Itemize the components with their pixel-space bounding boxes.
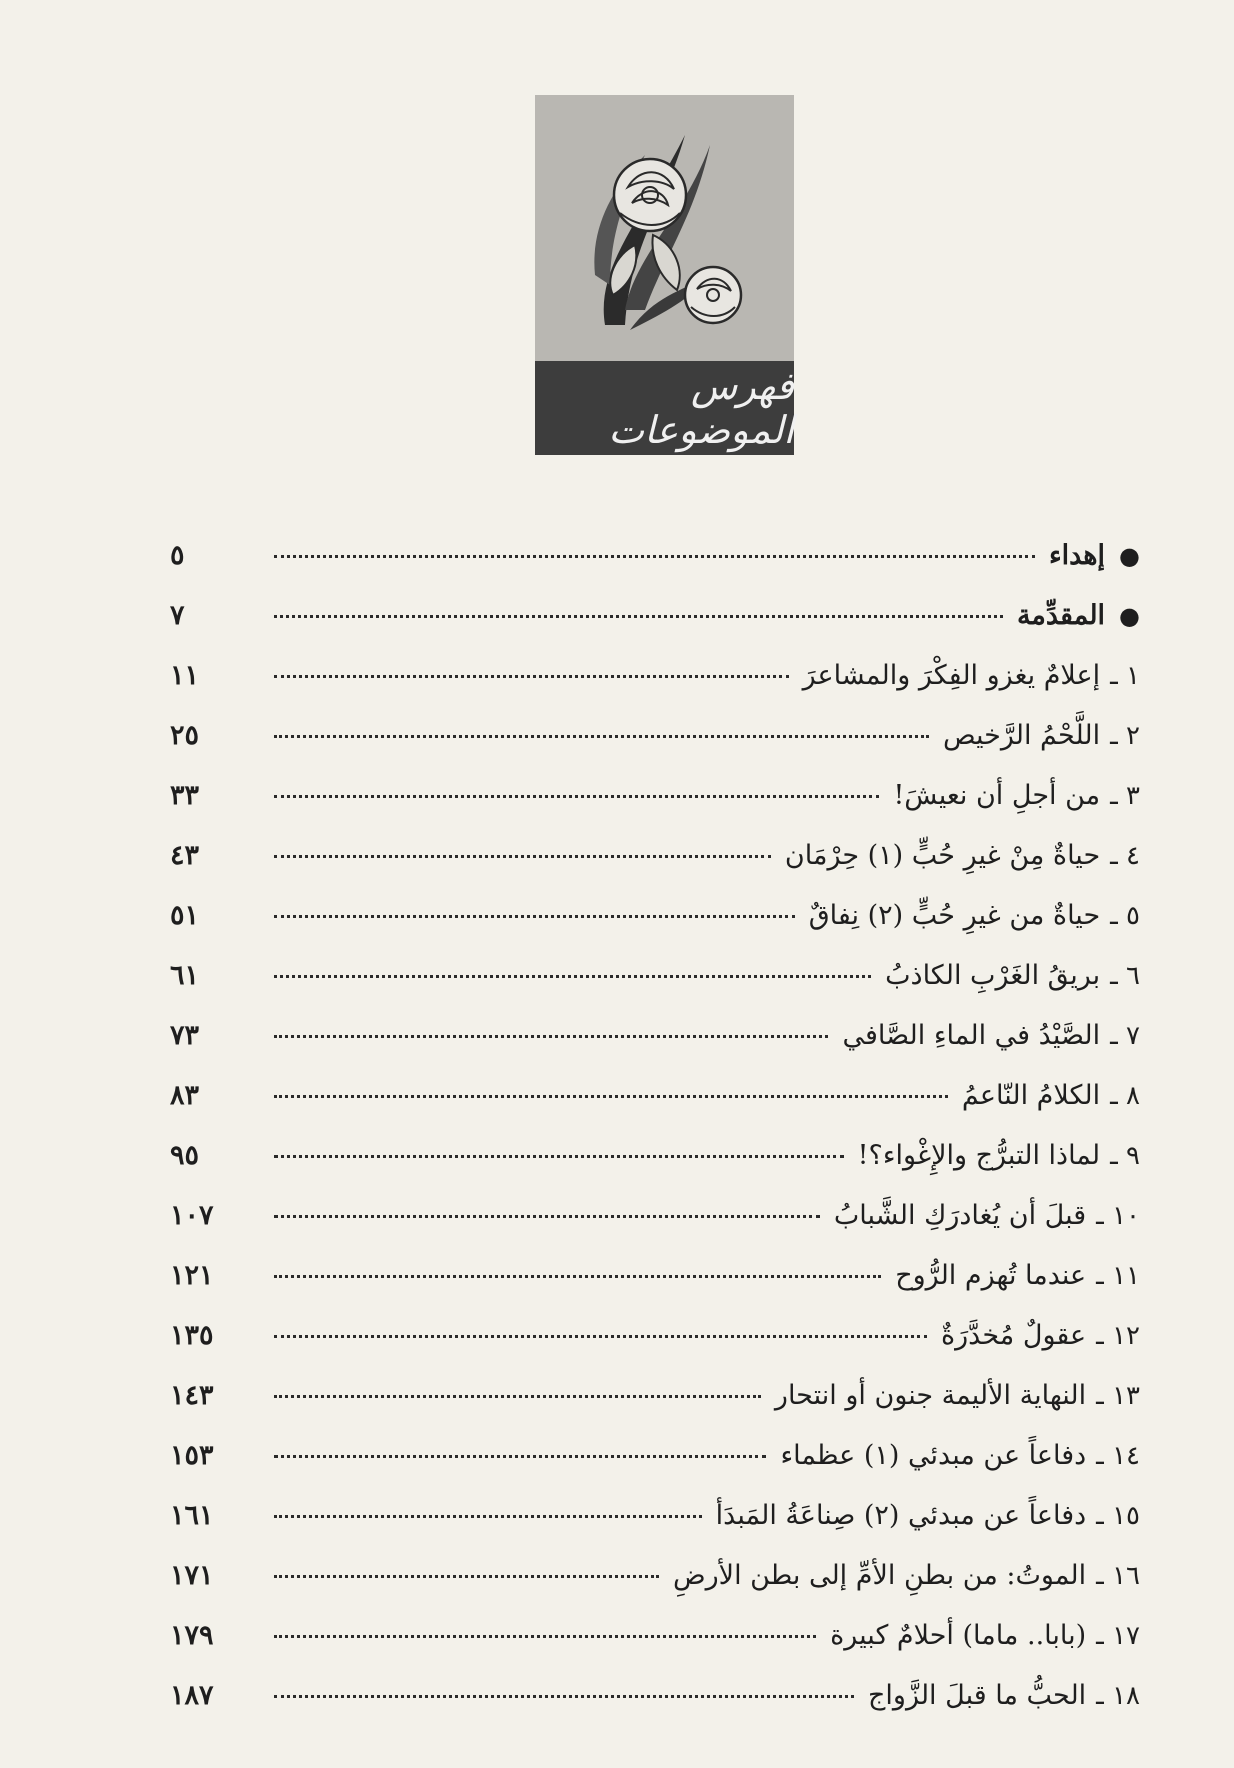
dot-leader (274, 1335, 927, 1338)
page-title: فهرس الموضوعات (535, 361, 794, 455)
rose-illustration-icon (535, 95, 794, 361)
chapter-number: ٧ ـ (1110, 1021, 1140, 1051)
toc-page-number: ١٥٣ (170, 1440, 214, 1471)
dot-leader (274, 1575, 659, 1578)
toc-row[interactable] (170, 900, 1140, 960)
dot-leader (274, 1395, 761, 1398)
toc-page-number: ١٠٧ (170, 1200, 214, 1231)
toc-entry-title: لماذا التبرُّج والإِغْواء؟! (857, 1140, 1101, 1171)
toc-row[interactable] (170, 1560, 1140, 1620)
toc-page-number: ١٧٩ (170, 1620, 214, 1651)
toc-entry-label (842, 1020, 1140, 1051)
toc-row[interactable] (170, 1680, 1140, 1740)
toc-row[interactable] (170, 1620, 1140, 1680)
dot-leader (274, 1215, 820, 1218)
toc-row[interactable] (170, 1260, 1140, 1320)
toc-entry-label (775, 1380, 1140, 1411)
toc-row[interactable] (170, 1320, 1140, 1380)
chapter-number: ١١ ـ (1096, 1261, 1140, 1291)
chapter-number: ١٨ ـ (1096, 1681, 1140, 1711)
toc-row[interactable] (170, 660, 1140, 720)
toc-entry-title: من أجلِ أن نعيشَ! (893, 780, 1101, 811)
chapter-number: ٩ ـ (1110, 1141, 1140, 1171)
toc-entry-label (673, 1560, 1140, 1591)
dot-leader (274, 1035, 828, 1038)
toc-entry-label (785, 840, 1140, 871)
toc-entry-label (809, 900, 1140, 931)
toc-page-number: ١٧١ (170, 1560, 214, 1591)
dot-leader (274, 1455, 766, 1458)
toc-row[interactable] (170, 1380, 1140, 1440)
toc-entry-label (941, 1320, 1140, 1351)
toc-entry-label (943, 720, 1140, 751)
toc-entry-label (716, 1500, 1140, 1531)
dot-leader (274, 1275, 881, 1278)
bullet-icon: ● (1119, 541, 1140, 570)
toc-entry-title: إهداء (1048, 540, 1106, 571)
bullet-icon: ● (1119, 601, 1140, 630)
toc-entry-title: إعلامٌ يغزو الفِكْرَ والمشاعرَ (802, 660, 1101, 691)
header-box (535, 95, 794, 455)
dot-leader (274, 975, 871, 978)
dot-leader (274, 615, 1003, 618)
toc-entry-label (803, 660, 1140, 691)
toc-row[interactable] (170, 720, 1140, 780)
toc-entry-title: دفاعاً عن مبدئي (٢) صِناعَةُ المَبدَأ (715, 1500, 1087, 1531)
toc-page-number: ١٦١ (170, 1500, 214, 1531)
toc-page-number: ٢٥ (170, 720, 200, 751)
dot-leader (274, 1515, 702, 1518)
dot-leader (274, 1095, 948, 1098)
toc-row[interactable] (170, 840, 1140, 900)
toc-row[interactable] (170, 600, 1140, 660)
toc-page-number: ٤٣ (170, 840, 200, 871)
chapter-number: ٢ ـ (1110, 721, 1140, 751)
toc-page-number: ٩٥ (170, 1140, 200, 1171)
dot-leader (274, 1155, 844, 1158)
toc-row[interactable] (170, 780, 1140, 840)
toc-entry-title: الموتُ: من بطنِ الأمِّ إلى بطن الأرضِ (672, 1560, 1087, 1591)
toc-page-number: ٦١ (170, 960, 200, 991)
chapter-number: ٣ ـ (1110, 781, 1140, 811)
chapter-number: ٤ ـ (1110, 841, 1140, 871)
toc-row[interactable] (170, 960, 1140, 1020)
toc-page-number: ١٣٥ (170, 1320, 214, 1351)
chapter-number: ٥ ـ (1110, 901, 1140, 931)
toc-entry-label (830, 1620, 1140, 1651)
chapter-number: ٨ ـ (1110, 1081, 1140, 1111)
dot-leader (274, 1695, 854, 1698)
toc-page-number: ١١ (170, 660, 200, 691)
toc-entry-title: حياةٌ من غيرِ حُبٍّ (٢) نِفاقٌ (808, 900, 1101, 931)
chapter-number: ١٧ ـ (1096, 1621, 1140, 1651)
toc-row[interactable] (170, 1440, 1140, 1500)
dot-leader (274, 555, 1035, 558)
toc-entry-label (962, 1080, 1140, 1111)
chapter-number: ١٤ ـ (1096, 1441, 1140, 1471)
chapter-number: ١ ـ (1110, 661, 1140, 691)
dot-leader (274, 855, 771, 858)
toc-entry-title: حياةٌ مِنْ غيرِ حُبٍّ (١) حِرْمَان (784, 840, 1101, 871)
dot-leader (274, 675, 789, 678)
toc-entry-title: بريقُ الغَرْبِ الكاذبُ (885, 960, 1101, 991)
toc-entry-title: عقولٌ مُخدَّرَةٌ (941, 1320, 1087, 1351)
toc-entry-label (885, 960, 1140, 991)
toc-entry-label (858, 1140, 1140, 1171)
rose-illustration-svg (535, 95, 794, 361)
toc-row[interactable] (170, 1020, 1140, 1080)
toc-row[interactable] (170, 540, 1140, 600)
chapter-number: ١٠ ـ (1096, 1201, 1140, 1231)
toc-entry-label (834, 1200, 1140, 1231)
toc-entry-title: (بابا.. ماما) أحلامٌ كبيرة (830, 1620, 1087, 1651)
chapter-number: ١٣ ـ (1096, 1381, 1140, 1411)
dot-leader (274, 795, 879, 798)
toc-entry-title: الصَّيْدُ في الماءِ الصَّافي (842, 1020, 1101, 1051)
toc-entry-title: اللَّحْمُ الرَّخيص (942, 720, 1101, 751)
toc-row[interactable] (170, 1140, 1140, 1200)
toc-entry-title: الحبُّ ما قبلَ الزَّواج (867, 1680, 1087, 1711)
toc-row[interactable] (170, 1200, 1140, 1260)
toc-row[interactable] (170, 1080, 1140, 1140)
toc-entry-label (893, 780, 1140, 811)
chapter-number: ٦ ـ (1110, 961, 1140, 991)
toc-entry-label (1049, 540, 1140, 571)
toc-entry-label (868, 1680, 1140, 1711)
toc-entry-label (895, 1260, 1140, 1291)
toc-entry-label (780, 1440, 1140, 1471)
toc-entry-title: النهاية الأليمة جنون أو انتحار (774, 1380, 1087, 1411)
chapter-number: ١٢ ـ (1096, 1321, 1140, 1351)
dot-leader (274, 1635, 816, 1638)
toc-page-number: ١٢١ (170, 1260, 214, 1291)
toc-entry-title: دفاعاً عن مبدئي (١) عظماء (780, 1440, 1087, 1471)
toc-row[interactable] (170, 1500, 1140, 1560)
chapter-number: ١٦ ـ (1096, 1561, 1140, 1591)
toc-page-number: ٥ (170, 540, 185, 571)
toc-page-number: ٣٣ (170, 780, 200, 811)
table-of-contents (170, 540, 1140, 1740)
dot-leader (274, 915, 795, 918)
toc-entry-label (1017, 600, 1140, 631)
toc-page-number: ٨٣ (170, 1080, 200, 1111)
toc-page-number: ٧ (170, 600, 185, 631)
toc-page-number: ١٨٧ (170, 1680, 214, 1711)
toc-page-number: ١٤٣ (170, 1380, 214, 1411)
toc-entry-title: عندما تُهزم الرُّوح (895, 1260, 1087, 1291)
dot-leader (274, 735, 929, 738)
toc-entry-title: المقدِّمة (1016, 600, 1106, 631)
chapter-number: ١٥ ـ (1096, 1501, 1140, 1531)
toc-entry-title: الكلامُ النّاعمُ (961, 1080, 1101, 1111)
toc-page-number: ٧٣ (170, 1020, 200, 1051)
toc-page-number: ٥١ (170, 900, 200, 931)
toc-entry-title: قبلَ أن يُغادرَكِ الشَّبابُ (833, 1200, 1087, 1231)
